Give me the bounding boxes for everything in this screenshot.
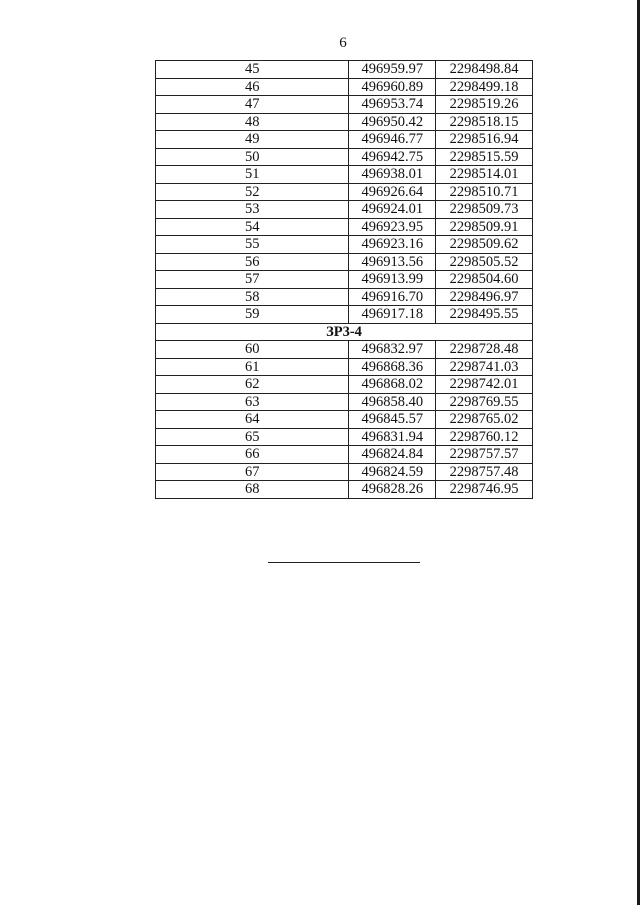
y-coordinate-cell: 2298760.12 [436,428,533,446]
point-number-cell: 52 [156,183,349,201]
y-coordinate-cell: 2298742.01 [436,376,533,394]
y-coordinate-cell: 2298505.52 [436,253,533,271]
section-heading-row [156,323,533,341]
coordinates-table-body [156,61,533,499]
x-coordinate-cell: 496916.70 [349,288,436,306]
point-number-cell: 61 [156,358,349,376]
table-row [156,183,533,201]
x-coordinate-cell: 496959.97 [349,61,436,79]
y-coordinate-cell: 2298765.02 [436,411,533,429]
table-row [156,131,533,149]
point-number-cell: 48 [156,113,349,131]
point-number-cell: 65 [156,428,349,446]
y-coordinate-cell: 2298514.01 [436,166,533,184]
y-coordinate-cell: 2298496.97 [436,288,533,306]
point-number-cell: 51 [156,166,349,184]
y-coordinate-cell: 2298519.26 [436,96,533,114]
x-coordinate-cell: 496917.18 [349,306,436,324]
x-coordinate-cell: 496824.84 [349,446,436,464]
x-coordinate-cell: 496942.75 [349,148,436,166]
x-coordinate-cell: 496828.26 [349,481,436,499]
x-coordinate-cell: 496938.01 [349,166,436,184]
y-coordinate-cell: 2298518.15 [436,113,533,131]
y-coordinate-cell: 2298504.60 [436,271,533,289]
x-coordinate-cell: 496950.42 [349,113,436,131]
end-separator-line [268,562,420,563]
table-row [156,341,533,359]
y-coordinate-cell: 2298498.84 [436,61,533,79]
x-coordinate-cell: 496824.59 [349,463,436,481]
x-coordinate-cell: 496831.94 [349,428,436,446]
x-coordinate-cell: 496953.74 [349,96,436,114]
y-coordinate-cell: 2298495.55 [436,306,533,324]
table-row [156,61,533,79]
table-row [156,376,533,394]
y-coordinate-cell: 2298509.73 [436,201,533,219]
table-row [156,148,533,166]
point-number-cell: 62 [156,376,349,394]
x-coordinate-cell: 496960.89 [349,78,436,96]
table-row [156,288,533,306]
table-row [156,78,533,96]
table-row [156,253,533,271]
x-coordinate-cell: 496913.99 [349,271,436,289]
y-coordinate-cell: 2298499.18 [436,78,533,96]
y-coordinate-cell: 2298757.48 [436,463,533,481]
table-row [156,306,533,324]
point-number-cell: 45 [156,61,349,79]
y-coordinate-cell: 2298728.48 [436,341,533,359]
page-number: 6 [339,35,347,51]
point-number-cell: 53 [156,201,349,219]
point-number-cell: 57 [156,271,349,289]
table-row [156,271,533,289]
coordinates-table [155,60,533,499]
point-number-cell: 67 [156,463,349,481]
table-row [156,481,533,499]
point-number-cell: 56 [156,253,349,271]
y-coordinate-cell: 2298515.59 [436,148,533,166]
table-row [156,393,533,411]
x-coordinate-cell: 496946.77 [349,131,436,149]
point-number-cell: 54 [156,218,349,236]
x-coordinate-cell: 496924.01 [349,201,436,219]
x-coordinate-cell: 496923.95 [349,218,436,236]
x-coordinate-cell: 496832.97 [349,341,436,359]
section-heading: ЗР3-4 [156,323,533,341]
y-coordinate-cell: 2298516.94 [436,131,533,149]
x-coordinate-cell: 496868.36 [349,358,436,376]
table-row [156,428,533,446]
table-row [156,96,533,114]
table-row [156,236,533,254]
point-number-cell: 68 [156,481,349,499]
x-coordinate-cell: 496858.40 [349,393,436,411]
x-coordinate-cell: 496926.64 [349,183,436,201]
table-row [156,166,533,184]
table-row [156,411,533,429]
point-number-cell: 60 [156,341,349,359]
y-coordinate-cell: 2298741.03 [436,358,533,376]
y-coordinate-cell: 2298509.91 [436,218,533,236]
y-coordinate-cell: 2298510.71 [436,183,533,201]
point-number-cell: 49 [156,131,349,149]
y-coordinate-cell: 2298509.62 [436,236,533,254]
table-row [156,113,533,131]
point-number-cell: 66 [156,446,349,464]
point-number-cell: 50 [156,148,349,166]
point-number-cell: 47 [156,96,349,114]
table-row [156,463,533,481]
point-number-cell: 64 [156,411,349,429]
point-number-cell: 58 [156,288,349,306]
point-number-cell: 59 [156,306,349,324]
x-coordinate-cell: 496845.57 [349,411,436,429]
x-coordinate-cell: 496923.16 [349,236,436,254]
table-row [156,446,533,464]
table-row [156,201,533,219]
point-number-cell: 46 [156,78,349,96]
point-number-cell: 55 [156,236,349,254]
x-coordinate-cell: 496913.56 [349,253,436,271]
y-coordinate-cell: 2298769.55 [436,393,533,411]
table-row [156,358,533,376]
table-row [156,218,533,236]
x-coordinate-cell: 496868.02 [349,376,436,394]
y-coordinate-cell: 2298757.57 [436,446,533,464]
y-coordinate-cell: 2298746.95 [436,481,533,499]
point-number-cell: 63 [156,393,349,411]
